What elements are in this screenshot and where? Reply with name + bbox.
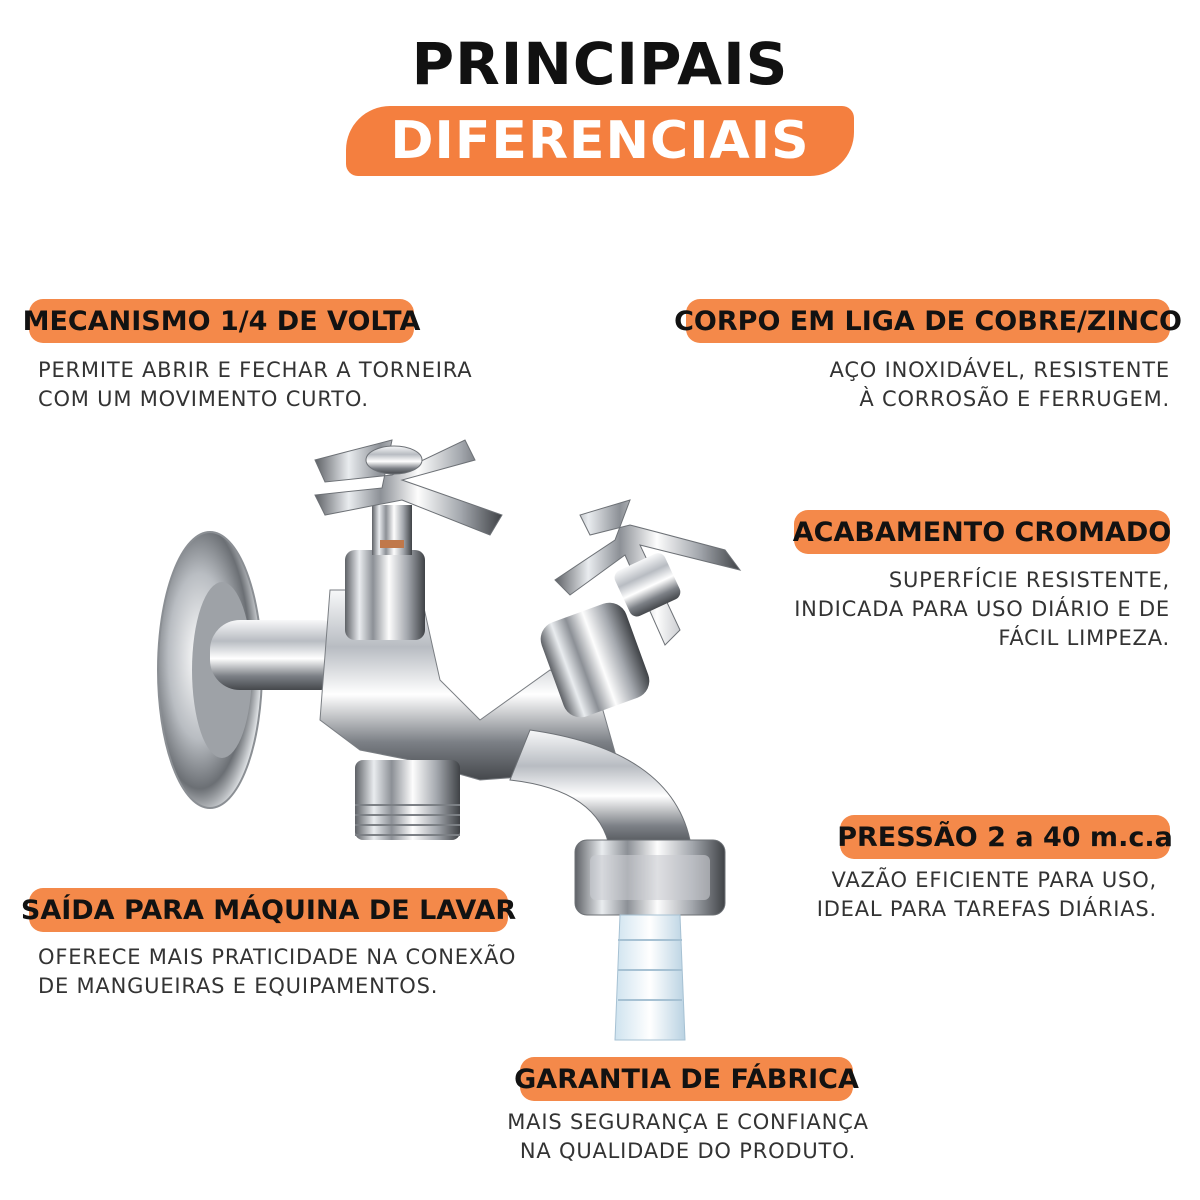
feature-title-saida: SAÍDA PARA MÁQUINA DE LAVAR <box>29 888 508 932</box>
feature-desc-line: INDICADA PARA USO DIÁRIO E DE <box>794 597 1170 621</box>
feature-desc-garantia <box>488 1108 888 1166</box>
feature-desc-line: PERMITE ABRIR E FECHAR A TORNEIRA <box>38 358 473 382</box>
feature-title-mecanismo: MECANISMO 1/4 DE VOLTA <box>29 299 414 343</box>
page-title: PRINCIPAIS <box>411 30 789 98</box>
feature-title-acabamento: ACABAMENTO CROMADO <box>794 510 1170 554</box>
feature-desc-acabamento <box>794 566 1170 653</box>
feature-desc-corpo <box>830 356 1170 414</box>
feature-desc-mecanismo <box>38 356 472 414</box>
feature-desc-pressao <box>817 866 1157 924</box>
feature-desc-line: FÁCIL LIMPEZA. <box>998 626 1170 650</box>
feature-desc-line: COM UM MOVIMENTO CURTO. <box>38 387 369 411</box>
feature-desc-line: OFERECE MAIS PRATICIDADE NA CONEXÃO <box>38 945 517 969</box>
feature-title-corpo: CORPO EM LIGA DE COBRE/ZINCO <box>686 299 1170 343</box>
banner-text: DIFERENCIAIS <box>390 111 810 171</box>
feature-title-garantia: GARANTIA DE FÁBRICA <box>520 1057 853 1101</box>
feature-desc-line: À CORROSÃO E FERRUGEM. <box>859 387 1170 411</box>
feature-desc-line: NA QUALIDADE DO PRODUTO. <box>519 1139 857 1163</box>
feature-desc-line: VAZÃO EFICIENTE PARA USO, <box>831 868 1157 892</box>
title-banner <box>346 106 854 176</box>
feature-desc-line: MAIS SEGURANÇA E CONFIANÇA <box>507 1110 869 1134</box>
feature-desc-line: AÇO INOXIDÁVEL, RESISTENTE <box>829 358 1170 382</box>
feature-title-pressao: PRESSÃO 2 a 40 m.c.a <box>840 815 1170 859</box>
feature-desc-line: SUPERFÍCIE RESISTENTE, <box>888 568 1170 592</box>
feature-desc-line: DE MANGUEIRAS E EQUIPAMENTOS. <box>38 974 439 998</box>
feature-desc-line: IDEAL PARA TAREFAS DIÁRIAS. <box>816 897 1157 921</box>
faucet-image <box>150 420 750 1050</box>
